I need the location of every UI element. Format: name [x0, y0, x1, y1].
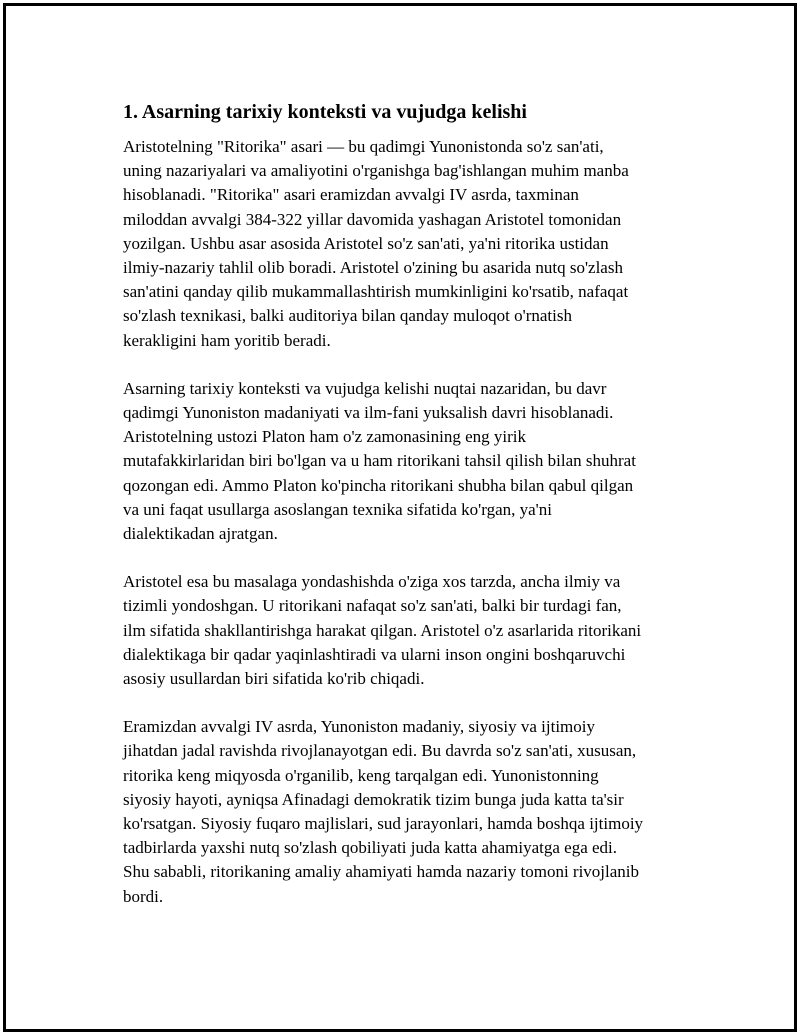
- paragraph-3: [123, 570, 703, 691]
- text-line: ko'rsatgan. Siyosiy fuqaro majlislari, sud jarayonlari, hamda boshqa ijtimoiy: [123, 814, 644, 834]
- text-line: tadbirlarda yaxshi nutq so'zlash qobiliyati juda katta ahamiyatga ega edi.: [123, 838, 618, 858]
- text-line: Shu sababli, ritorikaning amaliy ahamiyati hamda nazariy tomoni rivojlanib: [123, 862, 640, 882]
- paragraph-2: [123, 377, 703, 546]
- text-line: qozongan edi. Ammo Platon ko'pincha ritorikani shubha bilan qabul qilgan: [123, 475, 634, 495]
- text-line: Asarning tarixiy konteksti va vujudga kelishi nuqtai nazaridan, bu davr: [123, 378, 607, 398]
- text-line: mutafakkirlaridan biri bo'lgan va u ham ritorikani tahsil qilish bilan shuhrat: [123, 451, 636, 471]
- text-line: kerakligini ham yoritib beradi.: [123, 330, 331, 350]
- text-line: tizimli yondoshgan. U ritorikani nafaqat so'z san'ati, balki bir turdagi fan,: [123, 596, 622, 616]
- text-line: uning nazariyalari va amaliyotini o'rganishga bag'ishlangan muhim manba: [123, 161, 629, 181]
- text-line: so'zlash texnikasi, balki auditoriya bilan qanday muloqot o'rnatish: [123, 306, 572, 326]
- section-heading: 1. Asarning tarixiy konteksti va vujudga kelishi: [123, 101, 527, 123]
- text-line: Aristotel esa bu masalaga yondashishda o'ziga xos tarzda, ancha ilmiy va: [123, 572, 621, 592]
- text-line: miloddan avvalgi 384-322 yillar davomida yashagan Aristotel tomonidan: [123, 209, 622, 229]
- paragraph-1: [123, 135, 703, 353]
- paragraph-4: [123, 715, 703, 909]
- text-line: Eramizdan avvalgi IV asrda, Yunoniston madaniy, siyosiy va ijtimoiy: [123, 717, 595, 737]
- text-line: Aristotelning "Ritorika" asari — bu qadimgi Yunonistonda so'z san'ati,: [123, 137, 604, 156]
- text-line: san'atini qanday qilib mukammallashtirish mumkinligini ko'rsatib, nafaqat: [123, 282, 629, 302]
- text-line: ilmiy-nazariy tahlil olib boradi. Aristotel o'zining bu asarida nutq so'zlash: [123, 258, 623, 278]
- text-line: siyosiy hayoti, ayniqsa Afinadagi demokratik tizim bunga juda katta ta'sir: [123, 789, 624, 809]
- text-line: asosiy usullardan biri sifatida ko'rib chiqadi.: [123, 669, 425, 689]
- text-line: dialektikadan ajratgan.: [123, 524, 278, 544]
- text-line: hisoblanadi. "Ritorika" asari eramizdan avvalgi IV asrda, taxminan: [123, 185, 579, 205]
- page-border: [3, 3, 797, 1032]
- text-line: va uni faqat usullarga asoslangan texnika sifatida ko'rgan, ya'ni: [123, 499, 552, 519]
- text-line: dialektikaga bir qadar yaqinlashtiradi va ularni inson ongini boshqaruvchi: [123, 644, 626, 664]
- text-line: jihatdan jadal ravishda rivojlanayotgan edi. Bu davrda so'z san'ati, xususan,: [123, 741, 637, 761]
- text-line: ritorika keng miqyosda o'rganilib, keng tarqalgan edi. Yunonistonning: [123, 765, 599, 785]
- document-body: [123, 99, 703, 933]
- text-line: qadimgi Yunoniston madaniyati va ilm-fani yuksalish davri hisoblanadi.: [123, 403, 614, 423]
- text-line: Aristotelning ustozi Platon ham o'z zamonasining eng yirik: [123, 427, 526, 447]
- text-line: ilm sifatida shakllantirishga harakat qilgan. Aristotel o'z asarlarida ritorikani: [123, 620, 642, 640]
- text-line: bordi.: [123, 886, 164, 906]
- text-line: yozilgan. Ushbu asar asosida Aristotel so'z san'ati, ya'ni ritorika ustidan: [123, 233, 609, 253]
